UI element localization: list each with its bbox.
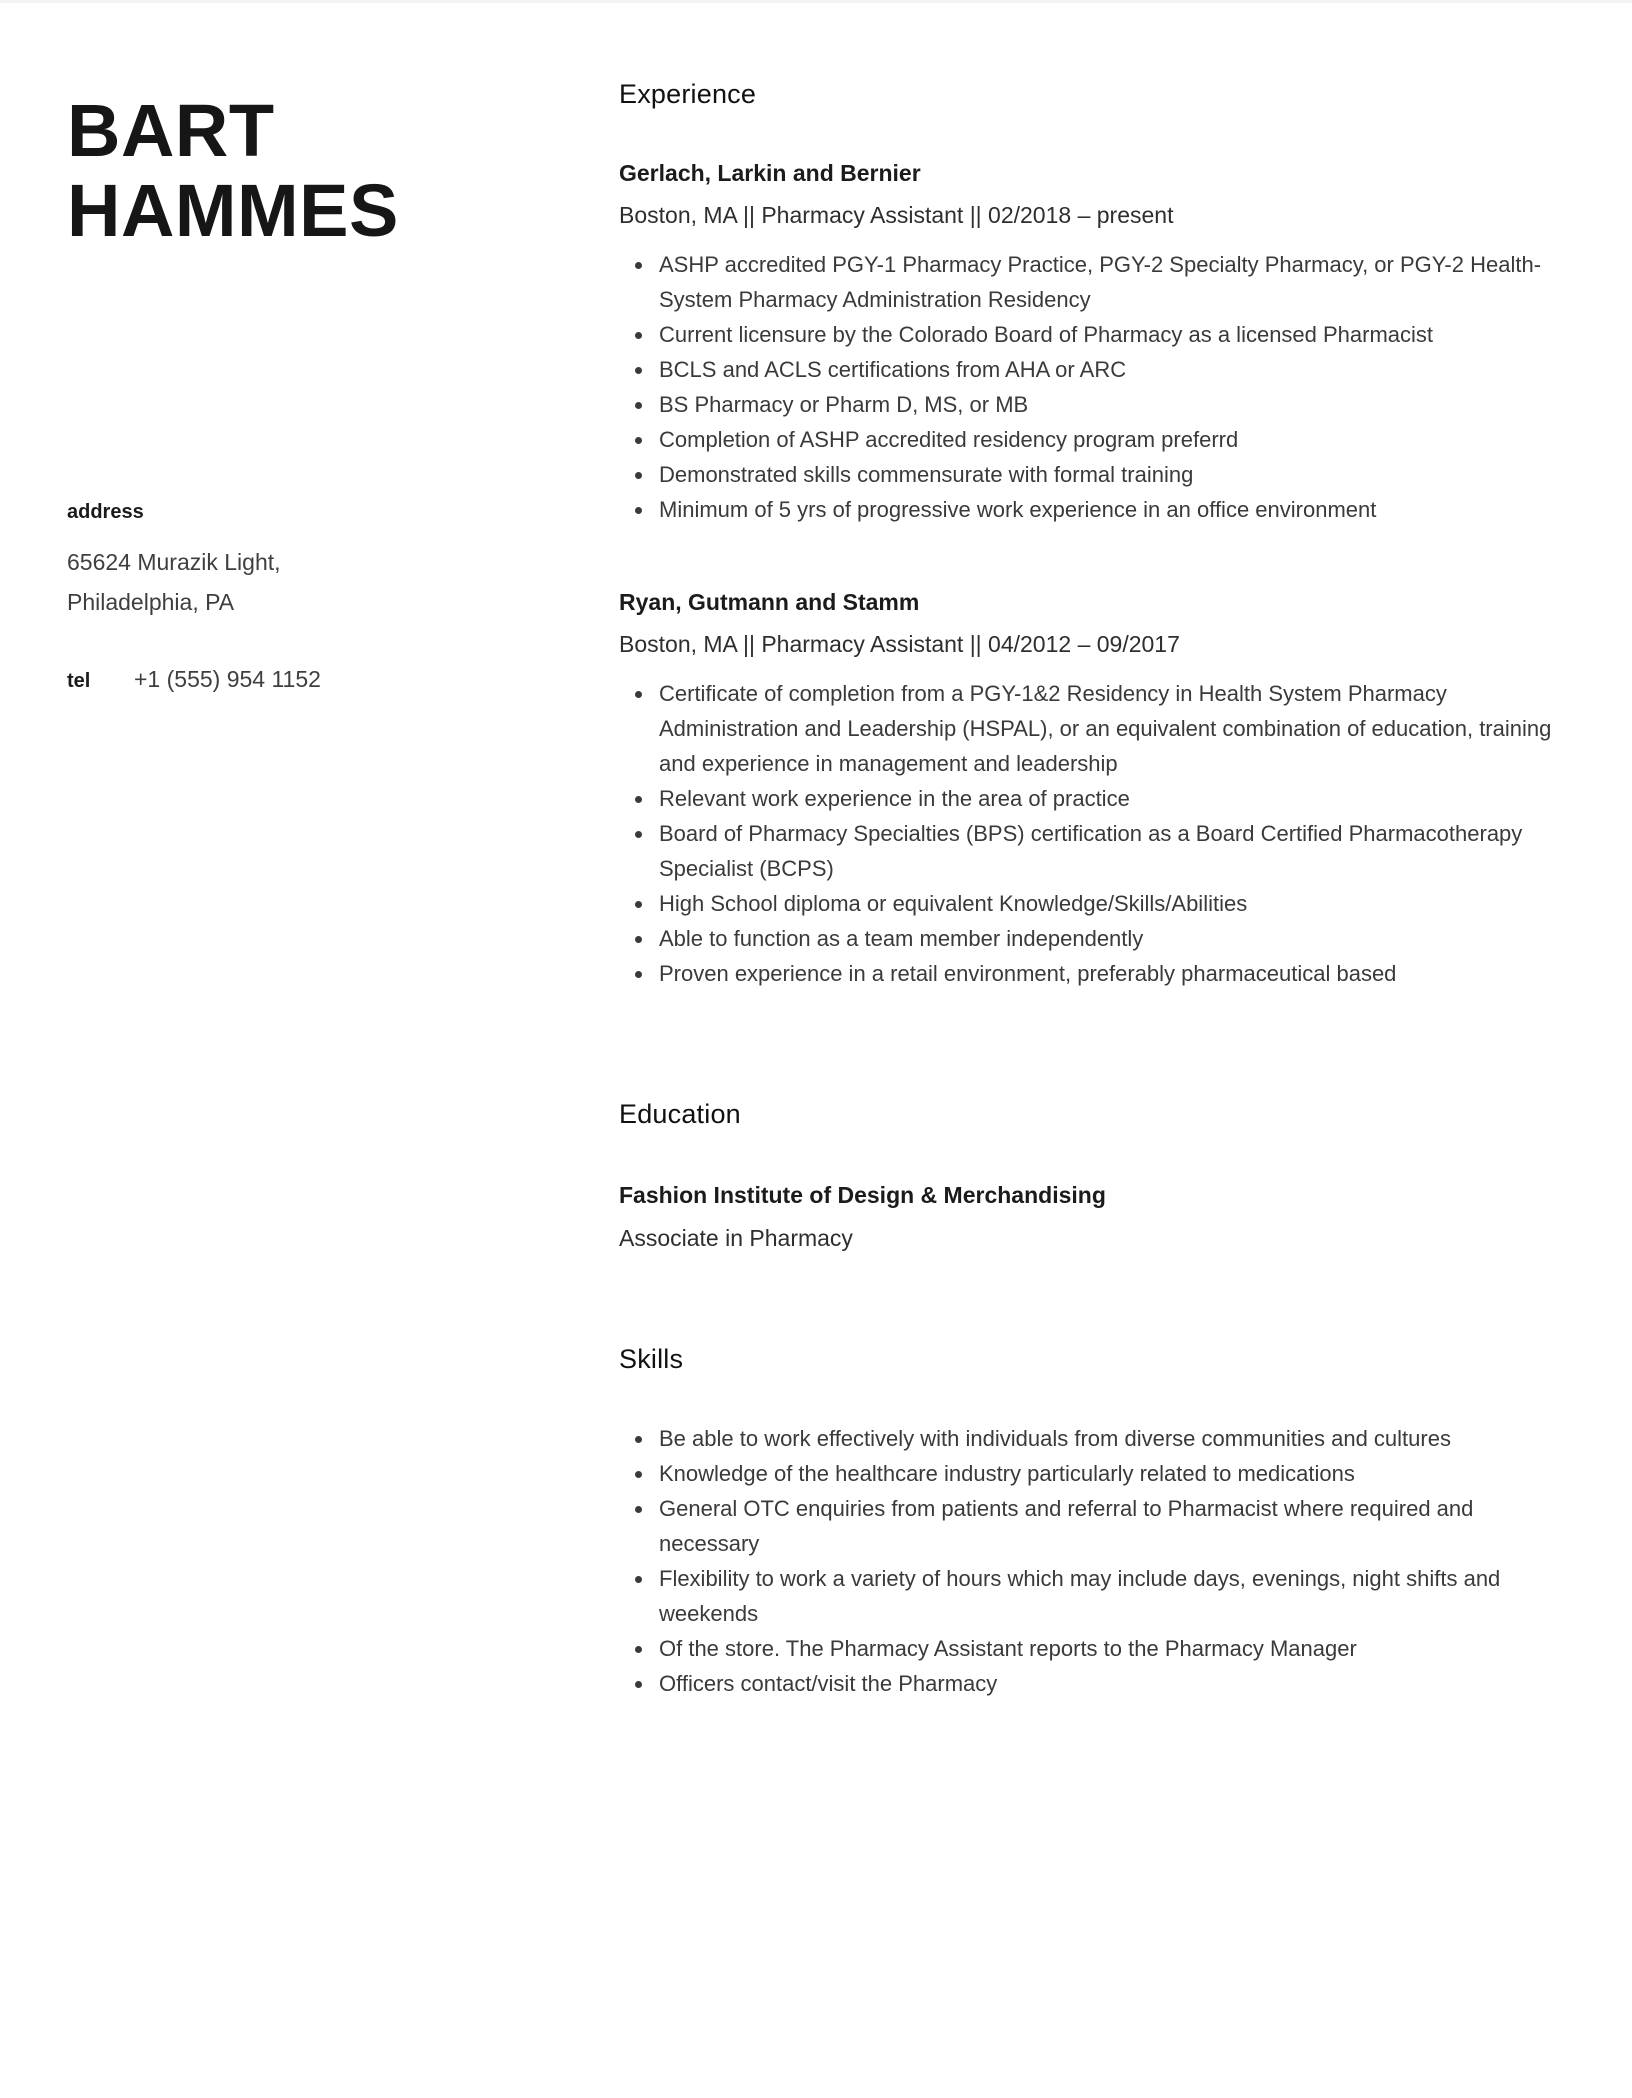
main-column <box>619 3 1632 2098</box>
tel-row <box>67 666 589 693</box>
company-name: Ryan, Gutmann and Stamm <box>619 589 920 615</box>
bullet-item: • Knowledge of the healthcare industry particularly related to medications <box>655 1456 1555 1491</box>
bullet-item: • Of the store. The Pharmacy Assistant reports to the Pharmacy Manager <box>655 1631 1555 1666</box>
bullet-item: • Board of Pharmacy Specialties (BPS) certification as a Board Certified Pharmacotherapy Specialist (BCPS) <box>655 816 1555 886</box>
bullet-item: • Be able to work effectively with individuals from diverse communities and cultures <box>655 1421 1555 1456</box>
contact-block <box>67 501 589 693</box>
skills-bullet-list <box>619 1421 1555 1701</box>
address-label: address <box>67 500 144 523</box>
school-name: Fashion Institute of Design & Merchandising <box>619 1182 1106 1208</box>
bullet-item: • Flexibility to work a variety of hours which may include days, evenings, night shifts and weekends <box>655 1561 1555 1631</box>
address-line2: Philadelphia, PA <box>67 588 235 615</box>
job-bullet-list <box>619 676 1555 991</box>
address-line1: 65624 Murazik Light, <box>67 548 281 575</box>
bullet-item: • BS Pharmacy or Pharm D, MS, or MB <box>655 387 1555 422</box>
bullet-item: • BCLS and ACLS certifications from AHA or ARC <box>655 352 1555 387</box>
bullet-item: • Proven experience in a retail environment, preferably pharmaceutical based <box>655 956 1555 991</box>
tel-label: tel <box>67 669 91 692</box>
candidate-name-line2: HAMMES <box>67 168 399 252</box>
experience-heading: Experience <box>619 79 757 109</box>
job-meta: Boston, MA || Pharmacy Assistant || 02/2018 – present <box>619 202 1174 228</box>
job-bullet-list <box>619 247 1555 527</box>
education-heading: Education <box>619 1099 741 1129</box>
bullet-item: • Demonstrated skills commensurate with formal training <box>655 457 1555 492</box>
bullet-item: • Certificate of completion from a PGY-1&2 Residency in Health System Pharmacy Administration and Leadership (HSPAL), or an equivalent combination of education, training and experience in management and leadership <box>655 676 1555 781</box>
job-entry <box>619 589 1555 991</box>
section-education <box>619 1099 1555 1252</box>
job-entry <box>619 160 1555 527</box>
bullet-item: • Current licensure by the Colorado Board of Pharmacy as a licensed Pharmacist <box>655 317 1555 352</box>
bullet-item: • Completion of ASHP accredited residency program preferrd <box>655 422 1555 457</box>
candidate-name <box>67 91 589 251</box>
section-experience <box>619 79 1555 991</box>
tel-value: +1 (555) 954 1152 <box>134 665 321 692</box>
bullet-item: • Relevant work experience in the area of practice <box>655 781 1555 816</box>
degree-name: Associate in Pharmacy <box>619 1225 853 1251</box>
skills-heading: Skills <box>619 1344 684 1374</box>
bullet-item: • General OTC enquiries from patients and referral to Pharmacist where required and necessary <box>655 1491 1555 1561</box>
bullet-item: • ASHP accredited PGY-1 Pharmacy Practice, PGY-2 Specialty Pharmacy, or PGY-2 Health-System Pharmacy Administration Residency <box>655 247 1555 317</box>
section-skills <box>619 1344 1555 1701</box>
job-meta: Boston, MA || Pharmacy Assistant || 04/2012 – 09/2017 <box>619 631 1180 657</box>
bullet-item: • Minimum of 5 yrs of progressive work experience in an office environment <box>655 492 1555 527</box>
bullet-item: • Able to function as a team member independently <box>655 921 1555 956</box>
company-name: Gerlach, Larkin and Bernier <box>619 160 921 186</box>
sidebar <box>0 3 619 2098</box>
bullet-item: • High School diploma or equivalent Knowledge/Skills/Abilities <box>655 886 1555 921</box>
bullet-item: • Officers contact/visit the Pharmacy <box>655 1666 1555 1701</box>
address-value <box>67 542 589 622</box>
candidate-name-line1: BART <box>67 89 275 172</box>
